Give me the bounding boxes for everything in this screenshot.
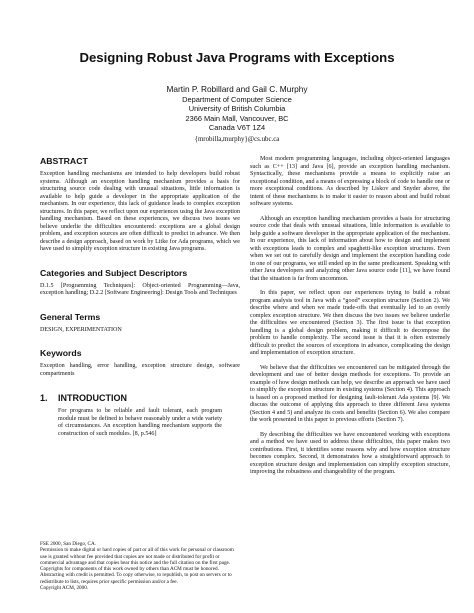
keywords-text: Exception handling, error handling, exception structure design, software compartments [40, 363, 240, 377]
categories-heading: Categories and Subject Descriptors [40, 267, 188, 278]
general-terms-heading: General Terms [40, 311, 101, 322]
categories-text: D.1.5 [Programming Techniques]: Object-oriented Programming—Java, exception handling; D.2.2 [Software Engineering]: Design Tools and Techniques [40, 282, 240, 296]
author-block [0, 84, 474, 144]
right-column [250, 156, 450, 484]
body-paragraph: By describing the difficulties we have encountered working with exceptions and a method we have used to address these difficulties, this paper makes two contributions. First, it identifies some reasons why and how exception structure becomes complex. Second, it demonstrates how a straightforward approach to exception structure design and implementation can simplify exception structure, improving the robustness and changeability of the program. [250, 431, 450, 475]
footnote-venue: FSE 2000, San Diego, CA. [40, 541, 97, 547]
footnote-permission: Permission to make digital or hard copies of part or all of this work for personal or classroom use is granted without fee provided that copies are not made or distributed for profit or commercial advantage and that copies bear this notice and the full citation on the first page. Copyrights for components of this work owned by others than ACM must be honored. Abstracting with credit is permitted. To copy otherwise, to republish, to post on servers or to redistribute to lists, requires prior specific permission and/or a fee. [40, 547, 234, 585]
author-email: {mrobilla,murphy}@cs.ubc.ca [194, 135, 280, 143]
body-paragraph: We believe that the difficulties we encountered can be mitigated through the development and use of better design methods for exceptions. To provide an example of how design methods can help, we describe an approach we have used to simplify the exception structure in existing systems (Section 4). This approach is based on a proposed method for designing fault-tolerant Ada systems [9]. We discuss the outcome of applying this approach to three different Java systems (Section 4 and 5) and analyze its costs and benefits (Section 6). We also compare the work presented in this paper to previous efforts (Section 7). [250, 364, 450, 423]
affiliation-department: Department of Computer Science [182, 94, 292, 104]
footnote-copyright: Copyright ACM, 2000. [40, 585, 89, 592]
section-number: 1. [40, 393, 48, 403]
left-column [40, 156, 240, 438]
affiliation-address: 2366 Main Mall, Vancouver, BC [185, 113, 289, 123]
epigraph-quote: For programs to be reliable and fault tolerant, each program module must be defined to behave reasonably under a wide variety of circumstances. An exception handling mechanism supports the construction of such modules. [8, p.546] [58, 408, 222, 437]
abstract-heading: ABSTRACT [40, 156, 88, 166]
keywords-heading: Keywords [40, 348, 82, 358]
general-terms-text: DESIGN, EXPERIMENTATION [40, 326, 122, 333]
body-paragraph: Most modern programming languages, including object-oriented languages such as C++ [13] and Java [6], provide an exception handling mechanism. Syntactically, these mechanisms provide a means to explicitly raise an exceptional condition, and a means of expressing a block of code to handle one or more exceptional conditions. As described by Liskov and Snyder above, the intent of these mechanisms is to make it easier to reason about and build robust software systems. [250, 156, 450, 207]
section-title: INTRODUCTION [58, 393, 127, 403]
paper-title: Designing Robust Java Programs with Exceptions [79, 50, 395, 65]
affiliation-country: Canada V6T 1Z4 [208, 123, 266, 133]
introduction-heading [40, 393, 240, 403]
affiliation-university: University of British Columbia [188, 104, 286, 114]
body-paragraph: Although an exception handling mechanism provides a basis for structuring source code that deals with unusual situations, little information is available to help guide a software developer in the appropriate application of the mechanism. In our experience, this lack of information about how to design and implement with exceptions leads to complex and spaghetti-like exception structures. Even when we set out to carefully design and implement the exception handling code in one of our programs, we still ended up in the same predicament. Speaking with other Java developers and analyzing other Java source code [11], we have found that the situation is far from uncommon. [250, 215, 450, 282]
author-names: Martin P. Robillard and Gail C. Murphy [166, 84, 308, 94]
abstract-text: Exception handling mechanisms are intended to help developers build robust systems. Although an exception handling mechanism provides a basis for structuring source code dealing with unusual situations, little information is available to help guide a developer in the appropriate application of the mechanism. In our experience, this lack of guidance leads to complex exception structures. In this paper, we reflect upon our experiences using the Java exception handling mechanism. Based on these experiences, we discuss two issues we believe underlie the difficulties encountered: exceptions are a global design problem, and exception sources are often difficult to predict in advance. We then describe a design approach, based on work by Litke for Ada programs, which we have used to simplify exception structure in existing Java programs. [40, 171, 240, 252]
copyright-footnote [40, 541, 240, 591]
body-paragraph: In this paper, we reflect upon our experiences trying to build a robust program analysis tool in Java with a “good” exception structure (Section 2). We describe where and when we made trade-offs that eventually led to an overly complex exception structure. We then discuss the two issues we believe underlie the difficulties we encountered (Section 3). The first issue is that exception handling is a global design problem, making it difficult to decompose the problem to handle complexity. The second issue is that it is often extremely difficult to predict the sources of exceptions in advance, complicating the design and implementation of exception structure. [250, 290, 450, 356]
